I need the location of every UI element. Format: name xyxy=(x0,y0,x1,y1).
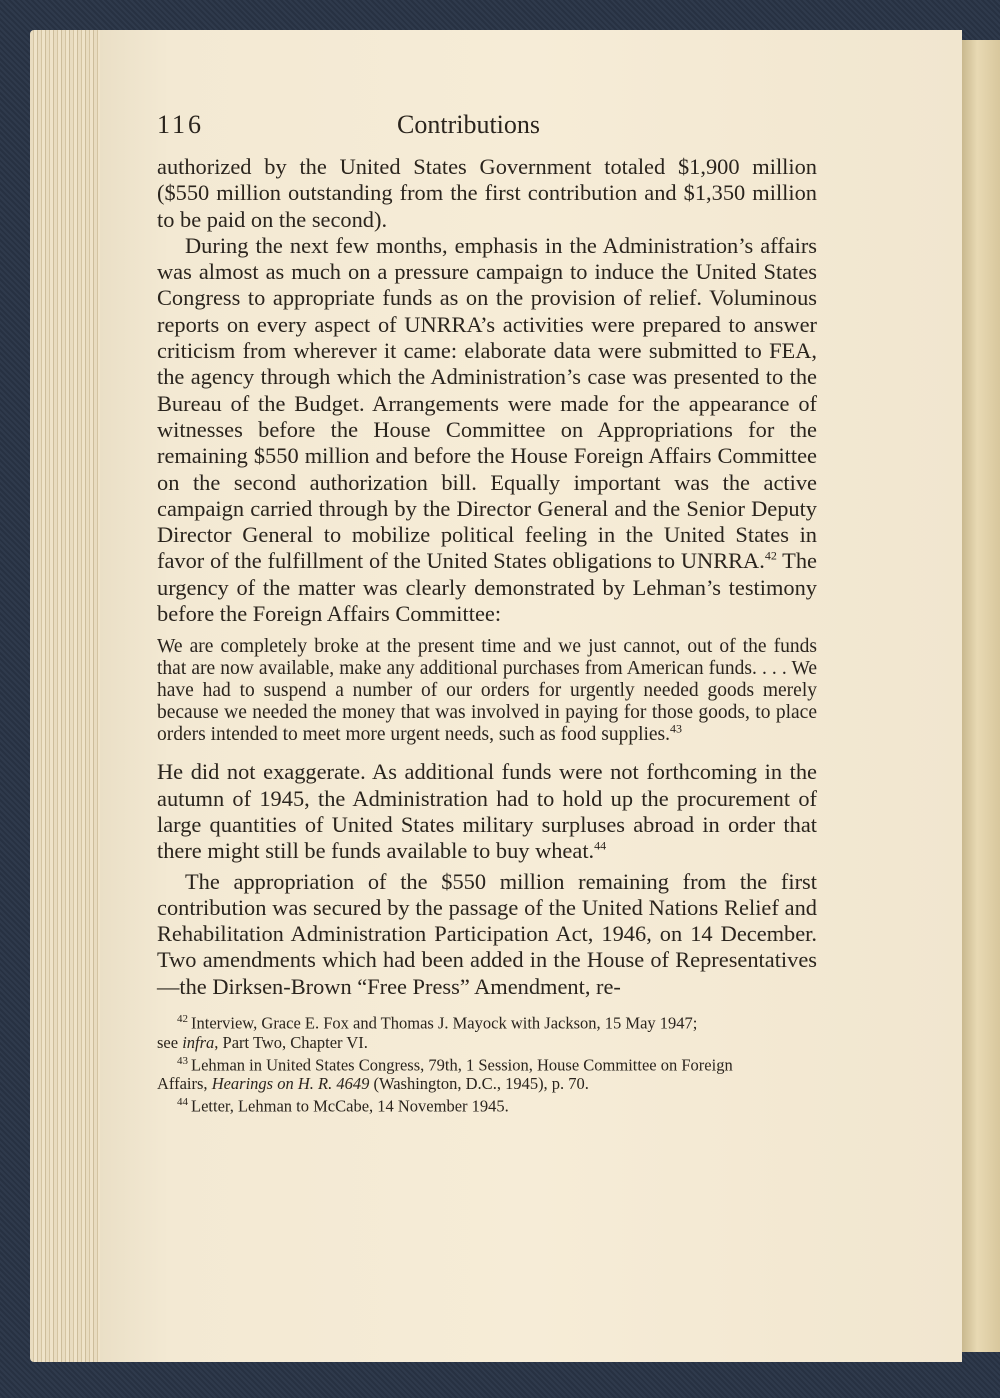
footnote-44-number: 44 xyxy=(177,1096,188,1108)
footnote-43-line-1: Lehman in United States Congress, 79th, 1 Session, House Committee on Foreign xyxy=(191,1055,733,1074)
paragraph-1: authorized by the United States Government totaled $1,900 million ($550 million outstanding from the first contribution and $1,350 million to be paid on the second). xyxy=(157,154,817,232)
footnote-43-continuation xyxy=(157,1074,817,1093)
block-quote xyxy=(157,636,817,745)
paragraph-2-text-b: The urgency of the matter was clearly demonstrated by Lehman’s testimony before the Foreign Affairs Committee: xyxy=(157,548,817,627)
page-header xyxy=(157,110,817,156)
footnote-43-italic: Hearings on H. R. 4649 xyxy=(211,1074,370,1093)
footnote-43-number: 43 xyxy=(177,1054,188,1067)
footnote-42-line-2b: , Part Two, Chapter VI. xyxy=(214,1032,368,1052)
page-number: 116 xyxy=(157,110,205,139)
footnote-42-italic: infra xyxy=(182,1032,215,1052)
page-edges xyxy=(30,30,110,1362)
footnote-42 xyxy=(177,1010,817,1033)
running-head: Contributions xyxy=(397,110,541,139)
block-quote-text: We are completely broke at the present time and we just cannot, out of the funds that are now available, make any additional purchases from American funds. . . . We have had to suspend a number of our orders for urgently needed goods merely because we needed the money that was involved in paying for those goods, to place orders intended to meet more urgent needs, such as food supplies. xyxy=(157,636,817,745)
footnotes xyxy=(157,1010,817,1116)
paragraph-3 xyxy=(157,759,817,864)
footnote-ref-44: 44 xyxy=(594,838,607,853)
footnote-43-line-2a: Affairs, xyxy=(157,1074,212,1093)
footnote-42-continuation xyxy=(157,1033,817,1052)
paragraph-3-text: He did not exaggerate. As additional funds were not forthcoming in the autumn of 1945, the Administration had to hold up the procurement of large quantities of United States military surpluses abroad in order that there might still be funds available to buy wheat. xyxy=(157,759,817,864)
paragraph-4: The appropriation of the $550 million remaining from the first contribution was secured by the passage of the United Nations Relief and Rehabilitation Administration Participation Act, 1946, on 14 December. Two amendments which had been added in the House of Representatives—the Dirksen-Brown “Free Press” Amendment, re- xyxy=(157,868,817,999)
page-content xyxy=(157,110,817,1116)
footnote-42-number: 42 xyxy=(177,1013,188,1025)
paragraph-2-text-a: During the next few months, emphasis in the Administration’s affairs was almost as much on a pressure campaign to induce the United States Congress to appropriate funds as on the provision of relief. Voluminous reports on every aspect of UNRRA’s activities were prepared to answer criticism from wherever it came: elaborate data were submitted to FEA, the agency through which the Administration’s case was presented to the Bureau of the Budget. Arrangements were made for the appearance of witnesses before the House Committee on Appropriations for the remaining $550 million and before the House Foreign Affairs Committee on the second authorization bill. Equally important was the active campaign carried through by the Director General and the Senior Deputy Director General to mobilize political feeling in the United States in favor of the fulfillment of the United States obligations to UNRRA. xyxy=(157,232,817,574)
footnote-ref-43: 43 xyxy=(670,721,683,736)
facing-page-edge xyxy=(962,40,1000,1352)
footnote-42-line-2a: see xyxy=(157,1032,183,1052)
footnote-44-line-1: Letter, Lehman to McCabe, 14 November 1945. xyxy=(191,1096,509,1116)
footnote-44 xyxy=(177,1093,817,1116)
footnote-43 xyxy=(177,1052,817,1075)
footnote-43-line-2b: (Washington, D.C., 1945), p. 70. xyxy=(369,1074,589,1093)
footnote-42-line-1: Interview, Grace E. Fox and Thomas J. Mayock with Jackson, 15 May 1947; xyxy=(191,1013,698,1033)
footnote-ref-42: 42 xyxy=(764,548,777,563)
paragraph-2 xyxy=(157,233,817,627)
